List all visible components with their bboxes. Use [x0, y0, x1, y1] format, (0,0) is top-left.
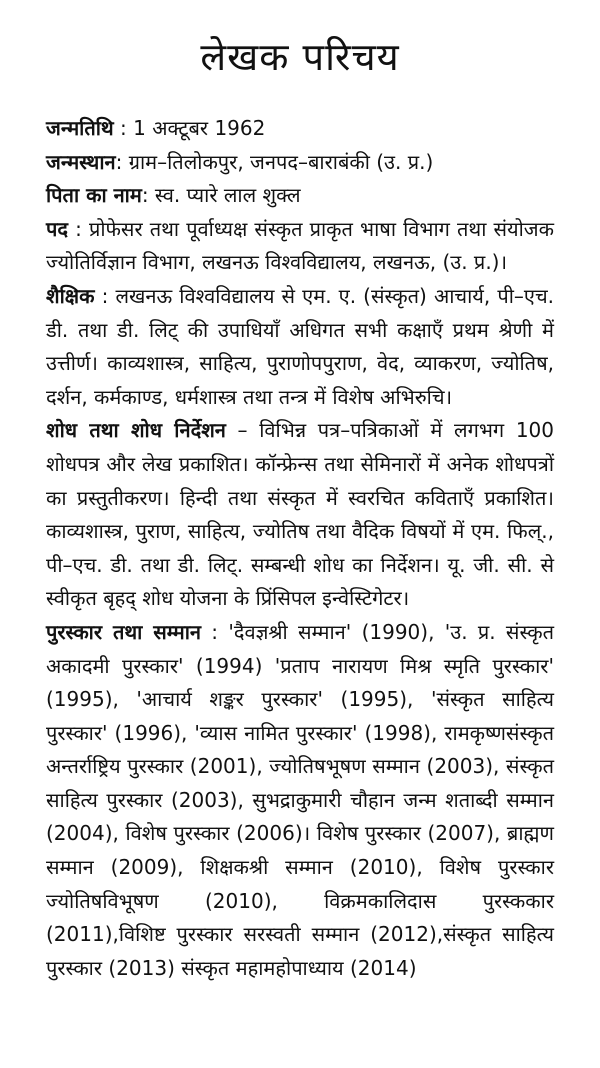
birth-date-value: : 1 अक्टूबर 1962 [113, 116, 266, 140]
birth-date-field [46, 112, 554, 146]
education-field [46, 280, 554, 414]
page-title: लेखक परिचय [200, 35, 400, 79]
research-label: शोध तथा शोध निर्देशन [46, 418, 226, 443]
birth-place-value: : ग्राम–तिलोकपुर, जनपद–बाराबंकी (उ. प्र.) [115, 149, 434, 174]
awards-value: : 'दैवज्ञश्री सम्मान' (1990), 'उ. प्र. संस्कृत अकादमी पुरस्कार' (1994) 'प्रताप नारायण मिश्र स्मृति पुरस्कार' (1995), 'आचार्य शङ्कर पुरस्कार' (1995), 'संस्कृत साहित्य पुरस्कार' (1996), 'व्यास नामित पुरस्कार' (1998), रामकृष्णसंस्कृत अन्तर्राष्ट्रिय पुरस्कार (2001), ज्योतिषभूषण सम्मान (2003), संस्कृत साहित्य पुरस्कार (2003), सुभद्राकुमारी चौहान जन्म शताब्दी सम्मान (2004), विशेष पुरस्कार (2006)। विशेष पुरस्कार (2007), ब्राह्मण सम्मान (2009), शिक्षकश्री सम्मान (2010), विशेष पुरस्कार ज्योतिषविभूषण (2010), विक्रमकालिदास पुरस्ककार (2011),विशिष्ट पुरस्कार सरस्वती सम्मान (2012),संस्कृत साहित्य पुरस्कार (2013) संस्कृत महामहोपाध्याय (2014) [46, 619, 554, 980]
research-value: – विभिन्न पत्र–पत्रिकाओं में लगभग 100 शोधपत्र और लेख प्रकाशित। कॉन्फ्रेन्स तथा सेमिनारों में अनेक शोधपत्रों का प्रस्तुतीकरण। हिन्दी तथा संस्कृत में स्वरचित कविताएँ प्रकाशित। काव्यशास्त्र, पुराण, साहित्य, ज्योतिष तथा वैदिक विषयों में एम. फिल्., पी–एच. डी. तथा डी. लिट्. सम्बन्धी शोध का निर्देशन। यू. जी. सी. से स्वीकृत बृहद् शोध योजना के प्रिंसिपल इन्वेस्टिगेटर। [46, 418, 554, 611]
education-label: शैक्षिक [46, 283, 95, 308]
father-name-value: : स्व. प्यारे लाल शुक्ल [141, 183, 301, 208]
awards-field [46, 616, 554, 986]
birth-place-label: जन्मस्थान [46, 149, 116, 174]
father-name-field [46, 179, 554, 213]
education-value: : लखनऊ विश्वविद्यालय से एम. ए. (संस्कृत) आचार्य, पी–एच. डी. तथा डी. लिट् की उपाधियाँ अधिगत सभी कक्षाएँ प्रथम श्रेणी में उत्तीर्ण। काव्यशास्त्र, साहित्य, पुराणोपपुराण, वेद, व्याकरण, ज्योतिष, दर्शन, कर्मकाण्ड, धर्मशास्त्र तथा तन्त्र में विशेष अभिरुचि। [46, 283, 554, 409]
post-field [46, 213, 554, 280]
post-label: पद [46, 216, 68, 241]
birth-date-label: जन्मतिथि [46, 116, 114, 140]
post-value: : प्रोफेसर तथा पूर्वाध्यक्ष संस्कृत प्राकृत भाषा विभाग तथा संयोजक ज्योतिर्विज्ञान विभाग, लखनऊ विश्वविद्यालय, लखनऊ, (उ. प्र.)। [46, 216, 554, 275]
research-field [46, 414, 554, 616]
father-name-label: पिता का नाम [46, 183, 142, 208]
awards-label: पुरस्कार तथा सम्मान [46, 619, 201, 644]
birth-place-field [46, 146, 554, 180]
